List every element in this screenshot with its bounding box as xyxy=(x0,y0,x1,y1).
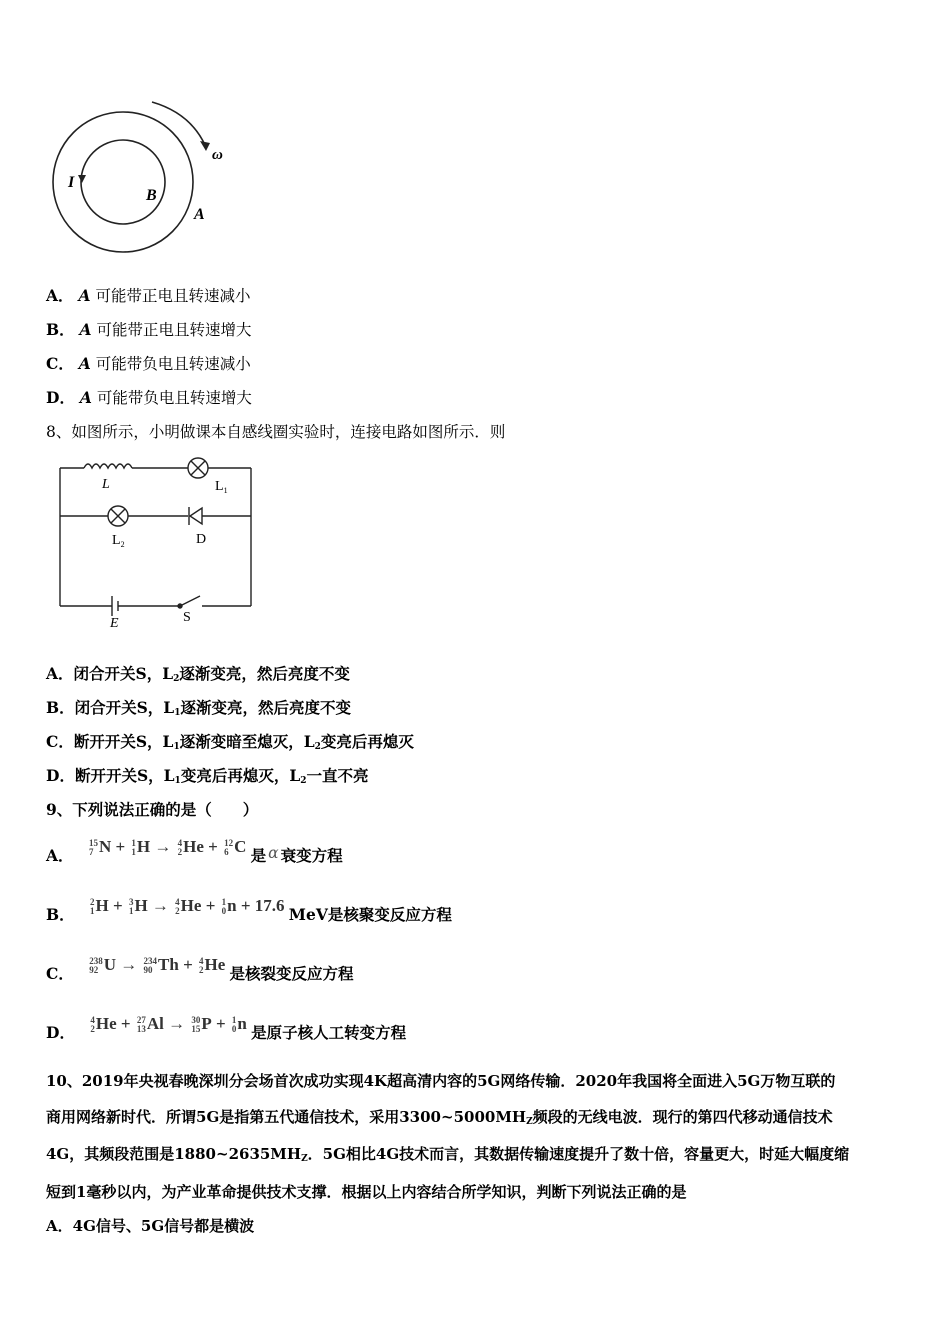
q9-option-c xyxy=(46,955,354,984)
diode-D xyxy=(190,508,202,524)
paragraph-text: 频段的无线电波．现行的第四代移动通信技术 xyxy=(532,1108,833,1126)
current-label: I xyxy=(68,174,75,191)
inductor-label: L xyxy=(102,477,110,492)
option-text: MeV是核聚变反应方程 xyxy=(288,905,452,924)
lamp-L1-label: $L_1$ xyxy=(215,479,228,495)
subscript: 2 xyxy=(173,674,180,684)
paragraph-text: 商用网络新时代．所谓5G是指第五代通信技术，采用3300~5000MH xyxy=(46,1108,527,1126)
inner-ring-label: B xyxy=(146,187,157,204)
paragraph-text: 4G，其频段范围是1880~2635MH xyxy=(46,1145,302,1163)
lamp-L2-label: $L_2$ xyxy=(112,533,125,549)
paragraph-text: 短到1毫秒以内，为产业革命提供技术支撑．根据以上内容结合所学知识，判断下列说法正确的是 xyxy=(46,1183,687,1201)
q9-option-d xyxy=(46,1014,407,1043)
option-text: 逐渐变暗至熄灭，L xyxy=(179,732,315,751)
option-text: 是核裂变反应方程 xyxy=(229,964,354,983)
subscript: Z xyxy=(526,1117,533,1127)
option-subject: A xyxy=(78,354,91,373)
nuclear-equation: 15 7 N + 1 1 H → 4 2 He + 12 6 C xyxy=(88,837,247,858)
switch-label: S xyxy=(183,610,191,625)
option-text: 是 xyxy=(250,846,267,865)
q7-option-a xyxy=(46,286,250,306)
nuclear-equation: 4 2 He + 27 13 Al → 30 15 P + 1 0 n xyxy=(90,1014,247,1035)
option-text: 闭合开关S，L xyxy=(74,698,175,717)
option-letter: A． xyxy=(46,664,74,683)
q8-option-b xyxy=(46,698,351,723)
option-text: 可能带正电且转速减小 xyxy=(95,287,251,305)
inner-ring-B xyxy=(81,140,165,224)
omega-label: ω xyxy=(212,147,223,163)
option-text: 可能带负电且转速增大 xyxy=(96,389,252,407)
option-letter: A． xyxy=(46,1217,73,1235)
option-text: 变亮后再熄灭 xyxy=(320,732,414,751)
subscript: 2 xyxy=(314,742,321,752)
subscript: 2 xyxy=(300,776,307,786)
q8-stem xyxy=(46,422,505,442)
question-text: 8、如图所示，小明做课本自感线圈实验时，连接电路如图所示．则 xyxy=(46,423,506,441)
q8-option-a xyxy=(46,664,350,689)
option-letter: D． xyxy=(46,1023,75,1042)
option-letter: C． xyxy=(46,732,74,751)
subscript: 1 xyxy=(173,742,180,752)
alpha-symbol: α xyxy=(268,844,279,862)
q9-option-b xyxy=(46,896,452,925)
inductor-coil xyxy=(84,464,132,468)
subscript: 1 xyxy=(174,708,181,718)
battery-label: E xyxy=(110,616,119,631)
q7-option-d xyxy=(46,388,252,408)
circuit-figure xyxy=(50,452,270,632)
option-text: 可能带负电且转速减小 xyxy=(95,355,251,373)
switch-S xyxy=(182,596,200,605)
nuclear-equation: 2 1 H + 3 1 H → 4 2 He + 1 0 n + 17.6 xyxy=(90,896,285,917)
current-arrowhead xyxy=(78,175,86,183)
q8-option-d xyxy=(46,766,369,791)
option-subject: A xyxy=(79,388,92,407)
q10-line-1 xyxy=(46,1071,835,1091)
rotation-arrowhead xyxy=(200,141,210,151)
option-letter: B． xyxy=(46,320,75,339)
option-text: 断开开关S，L xyxy=(73,732,174,751)
option-letter: A． xyxy=(46,846,74,865)
option-text: 逐渐变亮，然后亮度不变 xyxy=(179,664,350,683)
q8-option-c xyxy=(46,732,414,757)
q9-option-a xyxy=(46,837,343,866)
nuclear-equation: 238 92 U → 234 90 Th + 4 2 He xyxy=(89,955,226,976)
question-text: 9、下列说法正确的是（ ） xyxy=(46,800,259,819)
paragraph-text: 10、2019年央视春晚深圳分会场首次成功实现4K超高清内容的5G网络传输．2020年我国将全面进入5G万物互联的 xyxy=(46,1072,836,1090)
option-text: 可能带正电且转速增大 xyxy=(96,321,252,339)
option-letter: C． xyxy=(46,964,74,983)
paragraph-text: ．5G相比4G技术而言，其数据传输速度提升了数十倍，容量更大，时延大幅度缩 xyxy=(307,1145,850,1163)
subscript: 1 xyxy=(174,776,181,786)
q10-line-3 xyxy=(46,1144,849,1169)
option-text: 变亮后再熄灭，L xyxy=(180,766,301,785)
option-text: 衰变方程 xyxy=(280,846,343,865)
subscript: Z xyxy=(301,1154,308,1164)
option-subject: A xyxy=(79,320,92,339)
option-text: 闭合开关S，L xyxy=(73,664,174,683)
option-subject: A xyxy=(78,286,91,305)
option-text: 断开开关S，L xyxy=(74,766,175,785)
option-letter: D． xyxy=(46,766,75,785)
q10-line-2 xyxy=(46,1107,833,1132)
q9-stem xyxy=(46,800,258,820)
option-text: 是原子核人工转变方程 xyxy=(251,1023,407,1042)
rings-figure xyxy=(40,95,240,265)
option-letter: B． xyxy=(46,698,75,717)
q7-option-c xyxy=(46,354,251,374)
option-letter: B． xyxy=(46,905,75,924)
option-text: 逐渐变亮，然后亮度不变 xyxy=(180,698,351,717)
option-text: 一直不亮 xyxy=(306,766,369,785)
option-text: 4G信号、5G信号都是横波 xyxy=(72,1217,255,1235)
option-letter: A． xyxy=(46,286,74,305)
outer-ring-label: A xyxy=(194,206,205,223)
q7-option-b xyxy=(46,320,252,340)
option-letter: D． xyxy=(46,388,75,407)
q10-option-a xyxy=(46,1216,254,1236)
diode-label: D xyxy=(196,532,207,547)
option-letter: C． xyxy=(46,354,74,373)
q10-line-4 xyxy=(46,1182,686,1202)
